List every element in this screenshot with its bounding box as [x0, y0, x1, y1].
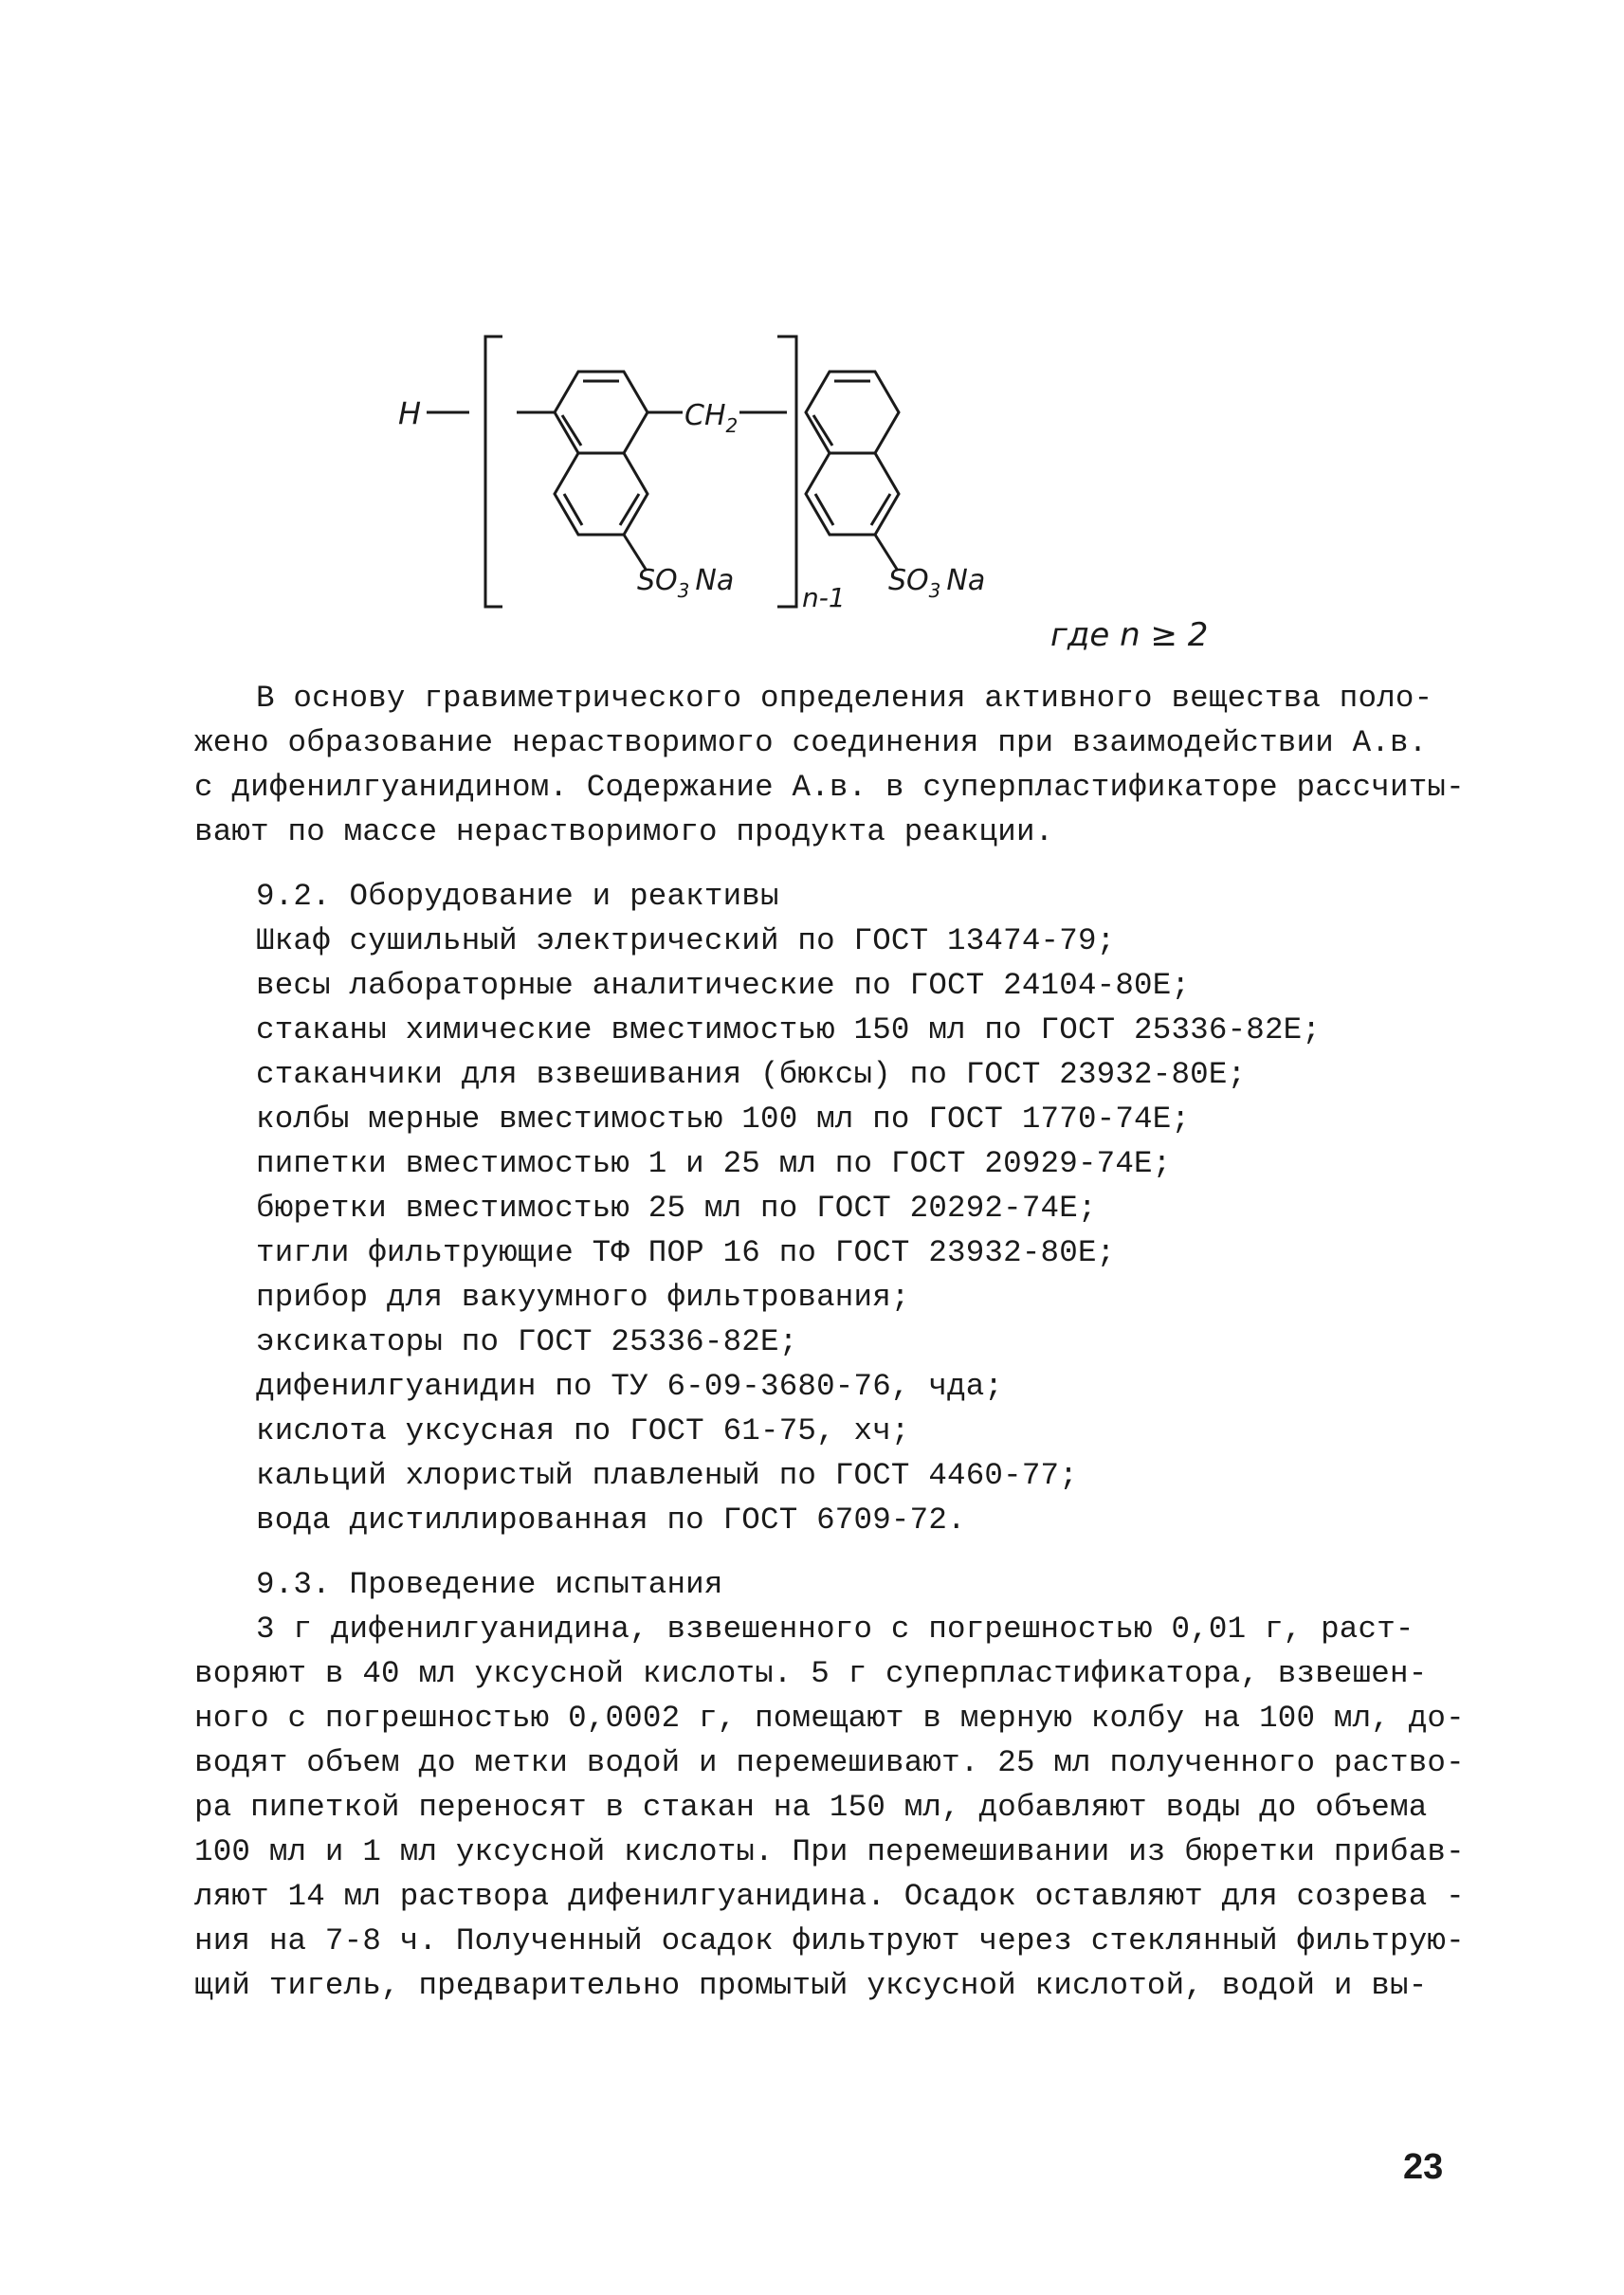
section-heading-9-2: 9.2. Оборудование и реактивы [256, 879, 779, 914]
procedure-line: 100 мл и 1 мл уксусной кислоты. При перемешивании из бюретки прибав- [194, 1834, 1465, 1869]
para1-line: жено образование нерастворимого соединения при взаимодействии А.в. [194, 725, 1428, 760]
equipment-item: кальций хлористый плавленый по ГОСТ 4460-77; [256, 1458, 1078, 1493]
equipment-item: весы лабораторные аналитические по ГОСТ 24104-80Е; [256, 968, 1191, 1003]
procedure-line: ного с погрешностью 0,0002 г, помещают в мерную колбу на 100 мл, до- [194, 1701, 1465, 1736]
para1-line: В основу гравиметрического определения активного вещества поло- [256, 681, 1433, 716]
where-condition: где n ≥ 2 [1050, 616, 1209, 654]
equipment-item: эксикаторы по ГОСТ 25336-82Е; [256, 1324, 798, 1359]
equipment-item: пипетки вместимостью 1 и 25 мл по ГОСТ 20929-74Е; [256, 1146, 1172, 1181]
equipment-item: стаканчики для взвешивания (бюксы) по ГОСТ 23932-80Е; [256, 1057, 1247, 1092]
equipment-item: кислота уксусная по ГОСТ 61-75, хч; [256, 1413, 910, 1448]
procedure-line: ляют 14 мл раствора дифенилгуанидина. Осадок оставляют для созрева - [194, 1879, 1465, 1914]
equipment-item: Шкаф сушильный электрический по ГОСТ 13474-79; [256, 923, 1116, 958]
equipment-item: вода дистиллированная по ГОСТ 6709-72. [256, 1503, 966, 1538]
hydrogen-label: H [398, 395, 422, 431]
page-number: 23 [1403, 2147, 1444, 2187]
para1-line: с дифенилгуанидином. Содержание А.в. в суперпластификаторе рассчиты- [194, 770, 1465, 805]
section-heading-9-3: 9.3. Проведение испытания [256, 1567, 723, 1602]
equipment-item: колбы мерные вместимостью 100 мл по ГОСТ 1770-74Е; [256, 1102, 1191, 1137]
procedure-line: водят объем до метки водой и перемешивают. 25 мл полученного раство- [194, 1745, 1465, 1780]
sulfonate-label-1: $SO_3$ Na [637, 564, 735, 602]
procedure-line: воряют в 40 мл уксусной кислоты. 5 г суперпластификатора, взвешен- [194, 1656, 1428, 1691]
equipment-item: прибор для вакуумного фильтрования; [256, 1280, 910, 1315]
para1-line: вают по массе нерастворимого продукта реакции. [194, 814, 1054, 849]
equipment-item: бюретки вместимостью 25 мл по ГОСТ 20292-74Е; [256, 1191, 1097, 1226]
equipment-item: стаканы химические вместимостью 150 мл по ГОСТ 25336-82Е; [256, 1012, 1322, 1047]
sulfonate-label-2: $SO_3$ Na [888, 564, 986, 602]
procedure-line: ра пипеткой переносят в стакан на 150 мл, добавляют воды до объема [194, 1790, 1428, 1825]
procedure-line: щий тигель, предварительно промытый уксусной кислотой, водой и вы- [194, 1968, 1428, 2003]
procedure-line: 3 г дифенилгуанидина, взвешенного с погрешностью 0,01 г, раст- [256, 1612, 1414, 1647]
equipment-item: тигли фильтрующие ТФ ПОР 16 по ГОСТ 23932-80Е; [256, 1235, 1116, 1270]
repeat-subscript: n-1 [802, 582, 846, 613]
ch2-label: $CH_2$ [684, 399, 739, 437]
procedure-line: ния на 7-8 ч. Полученный осадок фильтруют через стеклянный фильтрую- [194, 1923, 1465, 1958]
equipment-item: дифенилгуанидин по ТУ 6-09-3680-76, чда; [256, 1369, 1004, 1404]
